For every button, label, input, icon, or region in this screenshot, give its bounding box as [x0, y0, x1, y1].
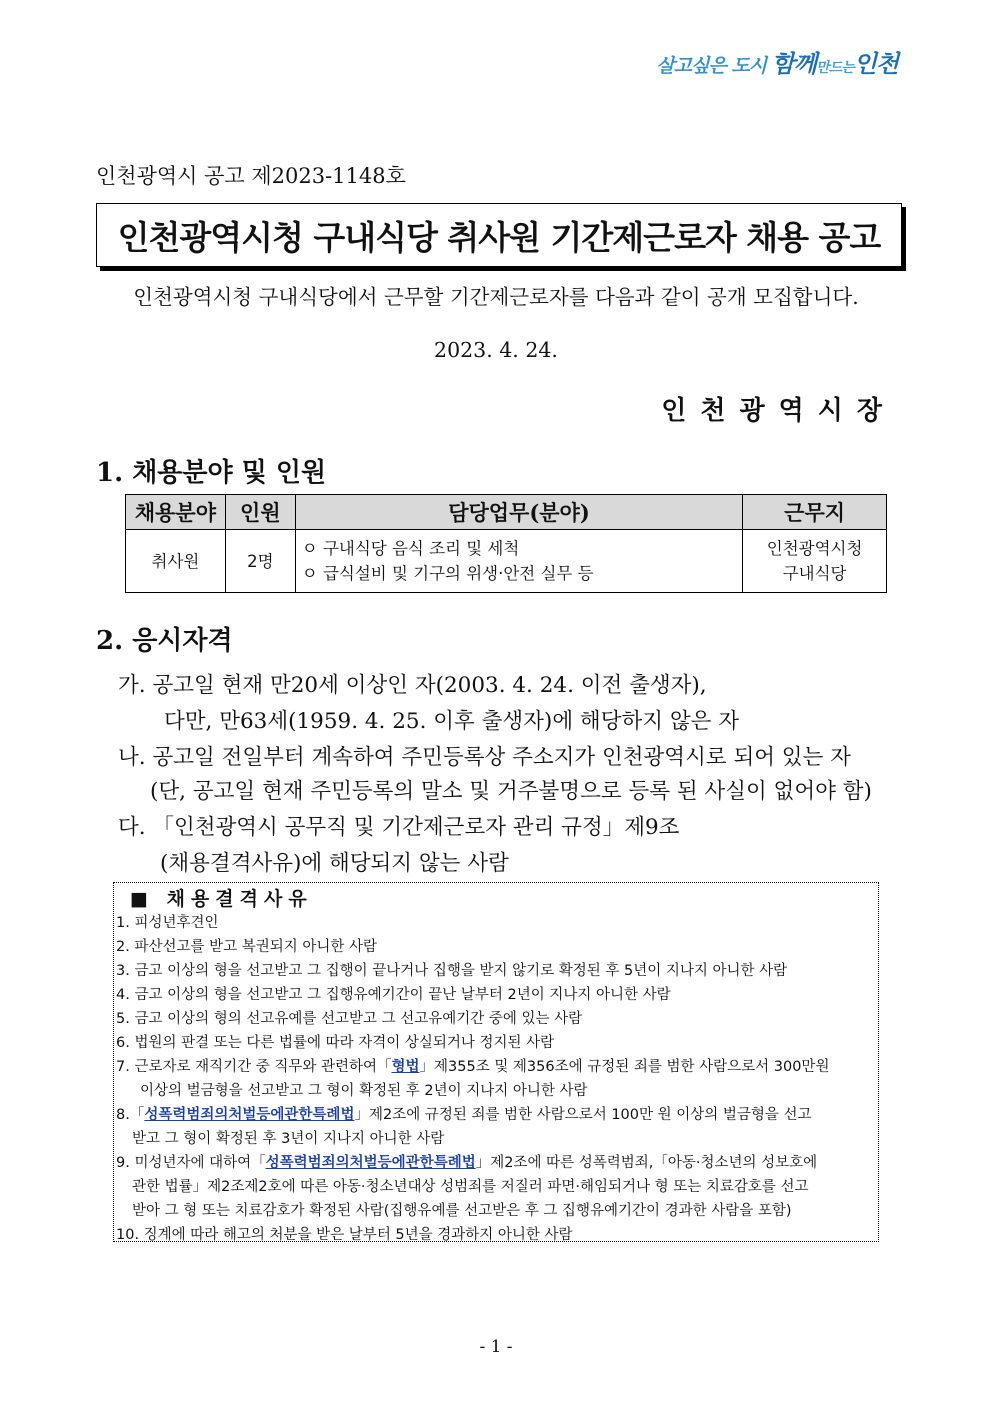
qualification-line: 가. 공고일 현재 만20세 이상인 자(2003. 4. 24. 이전 출생자),: [118, 673, 707, 698]
list-item-continued: 이상의 벌금형을 선고받고 그 형이 확정된 후 2년이 지나지 아니한 사람: [140, 1083, 588, 1099]
list-item: 4. 금고 이상의 형을 선고받고 그 집행유예기간이 끝난 날부터 2년이 지나지 아니한 사람: [116, 987, 671, 1003]
list-item: [116, 1055, 829, 1076]
page-number: - 1 -: [479, 1337, 513, 1357]
cell-duty: [295, 530, 742, 593]
law-link-criminal-act[interactable]: 형법: [391, 1059, 420, 1075]
place-line: 구내식당: [782, 564, 847, 583]
section1-heading: 1. 채용분야 및 인원: [96, 458, 327, 488]
header-field: 채용분야: [126, 495, 226, 530]
duty-item: ㅇ 급식설비 및 기구의 위생·안전 실무 등: [301, 564, 594, 583]
list-item-text: 8.「: [116, 1107, 145, 1123]
intro-text: 인천광역시청 구내식당에서 근무할 기간제근로자를 다음과 같이 공개 모집합니다.: [133, 285, 859, 309]
list-item-text: 」제2조에 규정된 죄를 범한 사람으로서 100만 원 이상의 벌금형을 선고: [354, 1107, 812, 1123]
disqualification-title: ■ 채용결격사유: [130, 888, 313, 910]
list-item: 3. 금고 이상의 형을 선고받고 그 집행이 끝나거나 집행을 받지 않기로 확정된 후 5년이 지나지 아니한 사람: [116, 963, 788, 979]
list-item: 2. 파산선고를 받고 복권되지 아니한 사람: [116, 939, 377, 955]
list-item-text: 」제355조 및 제356조에 규정된 죄를 범한 사람으로서 300만원: [419, 1059, 830, 1075]
header-place: 근무지: [743, 495, 887, 530]
slogan-part2: 함께: [771, 50, 817, 78]
list-item-text: 7. 근로자로 재직기간 중 직무와 관련하여「: [116, 1059, 392, 1075]
jobs-table: [125, 494, 887, 593]
qualification-line: (단, 공고일 현재 주민등록의 말소 및 거주불명으로 등록 된 사실이 없어야 함): [150, 779, 872, 804]
disqualification-box: [113, 882, 879, 1242]
slogan-part3: 만드는: [816, 60, 854, 76]
list-item: 10. 징계에 따라 해고의 처분을 받은 날부터 5년을 경과하지 아니한 사람: [116, 1227, 573, 1243]
cell-place: [743, 530, 887, 593]
slogan-part4: 인천: [853, 50, 898, 78]
cell-count: 2명: [225, 530, 295, 593]
list-item: [116, 1103, 812, 1124]
list-item-continued: 관한 법률」제2조제2호에 따른 아동·청소년대상 성범죄를 저질러 파면·해임되거나 형 또는 치료감호를 선고: [132, 1179, 809, 1195]
law-link-sexual-crimes-act[interactable]: 성폭력범죄의처벌등에관한특례법: [144, 1107, 355, 1123]
notice-date: 2023. 4. 24.: [434, 338, 558, 362]
qualification-line: 나. 공고일 전일부터 계속하여 주민등록상 주소지가 인천광역시로 되어 있는 자: [118, 745, 851, 770]
table-header-row: [126, 495, 887, 530]
cell-field: 취사원: [126, 530, 226, 593]
page-title: 인천광역시청 구내식당 취사원 기간제근로자 채용 공고: [117, 217, 881, 257]
header-duty: 담당업무(분야): [295, 495, 742, 530]
qualification-line: 다만, 만63세(1959. 4. 25. 이후 출생자)에 해당하지 않은 자: [164, 709, 739, 734]
duty-item: ㅇ 구내식당 음식 조리 및 세척: [301, 539, 520, 558]
slogan-part1: 살고싶은 도시: [656, 55, 767, 77]
title-box: [96, 203, 902, 267]
list-item-continued: 받고 그 형이 확정된 후 3년이 지나지 아니한 사람: [132, 1131, 445, 1147]
qualification-line: 다. 「인천광역시 공무직 및 기간제근로자 관리 규정」제9조: [118, 815, 680, 840]
header-count: 인원: [225, 495, 295, 530]
notice-number: 인천광역시 공고 제2023-1148호: [96, 164, 406, 188]
list-item: 5. 금고 이상의 형의 선고유예를 선고받고 그 선고유예기간 중에 있는 사람: [116, 1011, 583, 1027]
issuer-name: 인천광역시장: [661, 396, 896, 426]
list-item: 1. 피성년후견인: [116, 915, 219, 931]
list-item-text: 9. 미성년자에 대하여「: [116, 1155, 266, 1171]
section2-heading: 2. 응시자격: [96, 626, 233, 656]
list-item-text: 」제2조에 따른 성폭력범죄,「아동·청소년의 성보호에: [475, 1155, 818, 1171]
list-item: [116, 1151, 817, 1172]
city-slogan-logo: [656, 44, 898, 79]
list-item: 6. 법원의 판결 또는 다른 법률에 따라 자격이 상실되거나 정지된 사람: [116, 1035, 555, 1051]
qualification-line: (채용결격사유)에 해당되지 않는 사람: [160, 851, 509, 876]
law-link-sexual-crimes-act[interactable]: 성폭력범죄의처벌등에관한특례법: [265, 1155, 476, 1171]
list-item-continued: 받아 그 형 또는 치료감호가 확정된 사람(집행유예를 선고받은 후 그 집행유예기간이 경과한 사람을 포함): [132, 1203, 792, 1219]
table-row: [126, 530, 887, 593]
place-line: 인천광역시청: [766, 539, 863, 558]
